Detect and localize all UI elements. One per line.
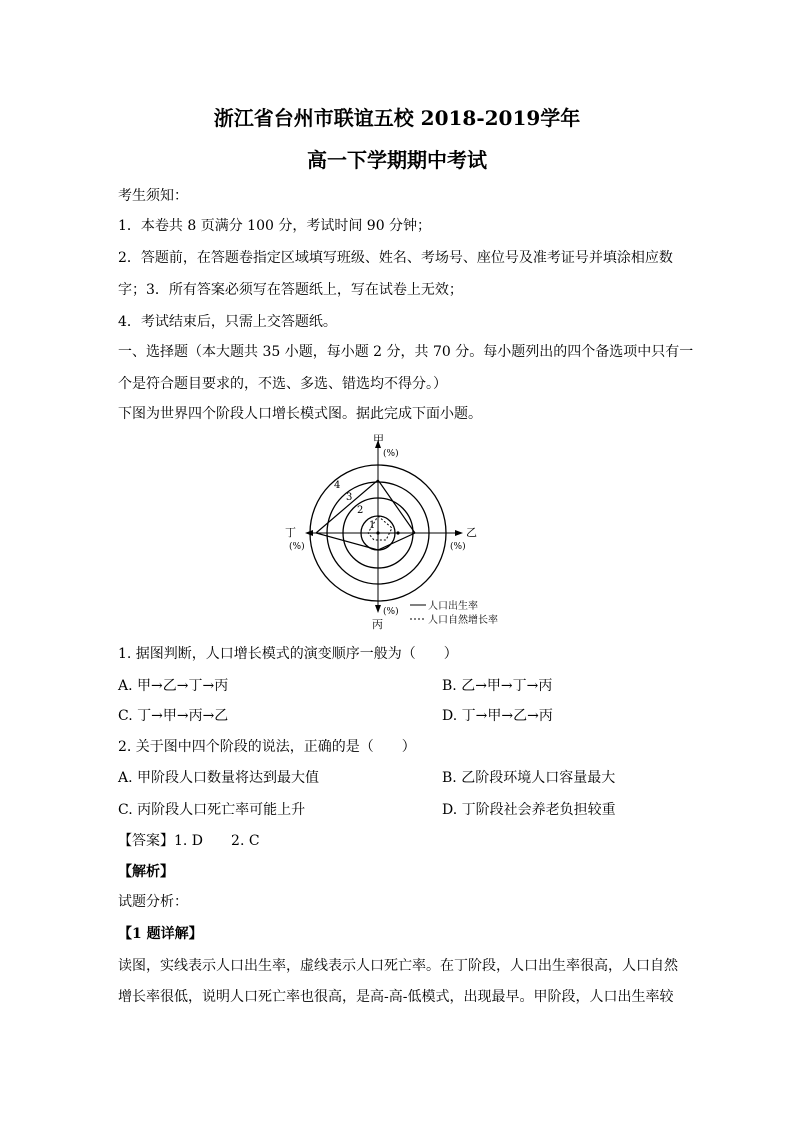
notice-item-4: 4．考试结束后，只需上交答题纸。 (118, 314, 337, 330)
analysis-intro: 试题分析： (118, 894, 188, 910)
ring-label-1: 1 (369, 520, 376, 531)
answer-label: 【答案】1. D 2. C (118, 833, 260, 849)
question-2-option-c: C. 丙阶段人口死亡率可能上升 (118, 802, 306, 818)
question-2-stem: 2. 关于图中四个阶段的说法，正确的是（ ） (118, 739, 416, 755)
exam-title-line1: 浙江省台州市联谊五校 2018-2019学年 (213, 106, 581, 130)
axis-label-left: 丁 (285, 526, 296, 539)
axis-label-top: 甲 (373, 433, 384, 446)
notice-item-1: 1．本卷共 8 页满分 100 分，考试时间 90 分钟； (118, 218, 432, 234)
analysis-heading: 【解析】 (118, 864, 174, 880)
question-1-detail-line1: 读图，实线表示人口出生率，虚线表示人口死亡率。在丁阶段，人口出生率很高，人口自然 (118, 958, 678, 974)
question-1-detail-heading: 【1 题详解】 (118, 926, 203, 942)
section1-lead: 下图为世界四个阶段人口增长模式图。据此完成下面小题。 (118, 406, 482, 422)
notice-item-2-line2: 字；3．所有答案必须写在答题纸上，写在试卷上无效； (118, 282, 463, 298)
unit-label-bottom: (%) (383, 607, 399, 617)
question-1-option-d: D. 丁→甲→乙→丙 (442, 708, 553, 724)
arrow-bottom-icon (375, 605, 381, 613)
axis-label-bottom: 丙 (372, 618, 383, 631)
legend-solid-label: 人口出生率 (428, 601, 478, 612)
growth-dot-right (396, 531, 399, 534)
notice-heading: 考生须知： (118, 188, 188, 204)
question-1-stem: 1. 据图判断，人口增长模式的演变顺序一般为（ ） (118, 646, 458, 662)
question-1-option-b: B. 乙→甲→丁→丙 (442, 678, 553, 694)
arrow-right-icon (455, 530, 463, 536)
exam-title-line2: 高一下学期期中考试 (307, 148, 487, 172)
legend-dashed-label: 人口自然增长率 (428, 615, 498, 626)
arrow-left-icon (305, 530, 313, 536)
ring-label-2: 2 (357, 505, 364, 516)
ring-label-3: 3 (346, 492, 353, 503)
ring-label-4: 4 (334, 480, 341, 491)
unit-label-top: (%) (383, 449, 399, 459)
question-2-option-d: D. 丁阶段社会养老负担较重 (442, 802, 616, 818)
center-dot (376, 531, 379, 534)
unit-label-left: (%) (289, 542, 305, 552)
question-2-option-b: B. 乙阶段环境人口容量最大 (442, 770, 616, 786)
unit-label-right: (%) (450, 542, 466, 552)
axis-label-right: 乙 (466, 526, 477, 539)
question-1-option-a: A. 甲→乙→丁→丙 (118, 678, 229, 694)
notice-item-2-line1: 2．答题前，在答题卷指定区域填写班级、姓名、考场号、座位号及准考证号并填涂相应数 (118, 250, 673, 266)
section1-intro-line2: 个是符合题目要求的，不选、多选、错选均不得分。） (118, 376, 447, 392)
question-1-option-c: C. 丁→甲→丙→乙 (118, 708, 229, 724)
question-2-option-a: A. 甲阶段人口数量将达到最大值 (118, 770, 320, 786)
question-1-detail-line2: 增长率很低，说明人口死亡率也很高，是高-高-低模式，出现最早。甲阶段，人口出生率较 (118, 989, 674, 1005)
section1-intro-line1: 一、选择题（本大题共 35 小题，每小题 2 分，共 70 分。每小题列出的四个备选项中只有一 (118, 344, 694, 360)
population-growth-model-figure (280, 432, 520, 632)
